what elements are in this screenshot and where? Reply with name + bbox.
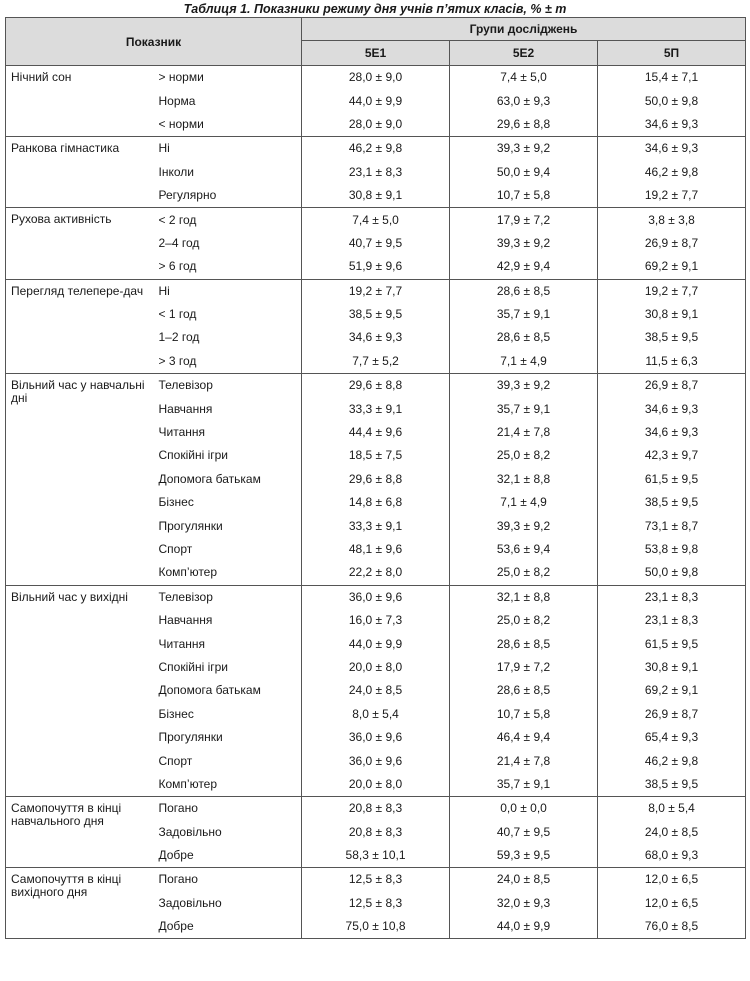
value-cell: 34,6 ± 9,3 xyxy=(302,326,450,349)
value-cell: 50,0 ± 9,4 xyxy=(450,161,598,184)
value-cell: 40,7 ± 9,5 xyxy=(302,232,450,255)
category-cell: Спорт xyxy=(154,538,302,561)
category-cell: Телевізор xyxy=(154,585,302,609)
value-cell: 19,2 ± 7,7 xyxy=(302,279,450,303)
value-cell: 53,8 ± 9,8 xyxy=(598,538,746,561)
value-cell: 36,0 ± 9,6 xyxy=(302,749,450,772)
value-cell: 38,5 ± 9,5 xyxy=(598,326,746,349)
value-cell: 44,0 ± 9,9 xyxy=(302,632,450,655)
value-cell: 24,0 ± 8,5 xyxy=(450,868,598,892)
value-cell: 33,3 ± 9,1 xyxy=(302,514,450,537)
value-cell: 10,7 ± 5,8 xyxy=(450,184,598,208)
value-cell: 61,5 ± 9,5 xyxy=(598,468,746,491)
value-cell: 44,4 ± 9,6 xyxy=(302,421,450,444)
value-cell: 32,1 ± 8,8 xyxy=(450,468,598,491)
value-cell: 28,6 ± 8,5 xyxy=(450,679,598,702)
category-cell: Допомога батькам xyxy=(154,679,302,702)
category-cell: Спорт xyxy=(154,749,302,772)
category-cell: Прогулянки xyxy=(154,726,302,749)
value-cell: 34,6 ± 9,3 xyxy=(598,137,746,161)
value-cell: 11,5 ± 6,3 xyxy=(598,350,746,374)
value-cell: 35,7 ± 9,1 xyxy=(450,397,598,420)
value-cell: 39,3 ± 9,2 xyxy=(450,232,598,255)
value-cell: 46,2 ± 9,8 xyxy=(598,161,746,184)
value-cell: 53,6 ± 9,4 xyxy=(450,538,598,561)
value-cell: 23,1 ± 8,3 xyxy=(598,609,746,632)
value-cell: 20,8 ± 8,3 xyxy=(302,797,450,821)
value-cell: 20,8 ± 8,3 xyxy=(302,821,450,844)
indicator-cell: Самопочуття в кінці навчального дня xyxy=(6,797,154,868)
table-header xyxy=(6,18,746,66)
value-cell: 50,0 ± 9,8 xyxy=(598,561,746,585)
category-cell: Норма xyxy=(154,89,302,112)
value-cell: 26,9 ± 8,7 xyxy=(598,232,746,255)
header-group-5e2: 5Е2 xyxy=(450,41,598,66)
category-cell: Читання xyxy=(154,421,302,444)
value-cell: 35,7 ± 9,1 xyxy=(450,303,598,326)
value-cell: 18,5 ± 7,5 xyxy=(302,444,450,467)
value-cell: 14,8 ± 6,8 xyxy=(302,491,450,514)
category-cell: > норми xyxy=(154,66,302,90)
value-cell: 23,1 ± 8,3 xyxy=(302,161,450,184)
value-cell: 39,3 ± 9,2 xyxy=(450,137,598,161)
category-cell: Задовільно xyxy=(154,892,302,915)
value-cell: 24,0 ± 8,5 xyxy=(598,821,746,844)
value-cell: 7,4 ± 5,0 xyxy=(302,208,450,232)
data-table xyxy=(5,17,746,939)
category-cell: Інколи xyxy=(154,161,302,184)
value-cell: 12,5 ± 8,3 xyxy=(302,892,450,915)
value-cell: 39,3 ± 9,2 xyxy=(450,514,598,537)
value-cell: 21,4 ± 7,8 xyxy=(450,421,598,444)
value-cell: 17,9 ± 7,2 xyxy=(450,656,598,679)
value-cell: 25,0 ± 8,2 xyxy=(450,444,598,467)
value-cell: 63,0 ± 9,3 xyxy=(450,89,598,112)
value-cell: 39,3 ± 9,2 xyxy=(450,374,598,398)
table-row xyxy=(6,585,746,609)
category-cell: Допомога батькам xyxy=(154,468,302,491)
category-cell: Регулярно xyxy=(154,184,302,208)
value-cell: 38,5 ± 9,5 xyxy=(598,773,746,797)
value-cell: 44,0 ± 9,9 xyxy=(302,89,450,112)
category-cell: Погано xyxy=(154,797,302,821)
value-cell: 42,3 ± 9,7 xyxy=(598,444,746,467)
value-cell: 23,1 ± 8,3 xyxy=(598,585,746,609)
value-cell: 38,5 ± 9,5 xyxy=(302,303,450,326)
table-row xyxy=(6,374,746,398)
value-cell: 26,9 ± 8,7 xyxy=(598,374,746,398)
category-cell: < норми xyxy=(154,113,302,137)
value-cell: 26,9 ± 8,7 xyxy=(598,703,746,726)
indicator-cell: Вільний час у вихідні xyxy=(6,585,154,797)
value-cell: 69,2 ± 9,1 xyxy=(598,679,746,702)
value-cell: 21,4 ± 7,8 xyxy=(450,749,598,772)
value-cell: 34,6 ± 9,3 xyxy=(598,397,746,420)
category-cell: Навчання xyxy=(154,609,302,632)
value-cell: 46,2 ± 9,8 xyxy=(598,749,746,772)
value-cell: 30,8 ± 9,1 xyxy=(302,184,450,208)
header-group-5e1: 5Е1 xyxy=(302,41,450,66)
category-cell: Спокійні ігри xyxy=(154,444,302,467)
value-cell: 28,6 ± 8,5 xyxy=(450,632,598,655)
indicator-cell: Вільний час у навчальні дні xyxy=(6,374,154,586)
category-cell: Комп’ютер xyxy=(154,561,302,585)
value-cell: 50,0 ± 9,8 xyxy=(598,89,746,112)
value-cell: 36,0 ± 9,6 xyxy=(302,585,450,609)
value-cell: 32,0 ± 9,3 xyxy=(450,892,598,915)
category-cell: Читання xyxy=(154,632,302,655)
value-cell: 38,5 ± 9,5 xyxy=(598,491,746,514)
category-cell: Добре xyxy=(154,915,302,939)
value-cell: 28,6 ± 8,5 xyxy=(450,279,598,303)
category-cell: Телевізор xyxy=(154,374,302,398)
indicator-cell: Перегляд телепере-дач xyxy=(6,279,154,374)
value-cell: 42,9 ± 9,4 xyxy=(450,255,598,279)
value-cell: 19,2 ± 7,7 xyxy=(598,279,746,303)
category-cell: > 6 год xyxy=(154,255,302,279)
value-cell: 15,4 ± 7,1 xyxy=(598,66,746,90)
value-cell: 7,7 ± 5,2 xyxy=(302,350,450,374)
value-cell: 7,1 ± 4,9 xyxy=(450,350,598,374)
value-cell: 29,6 ± 8,8 xyxy=(302,374,450,398)
value-cell: 22,2 ± 8,0 xyxy=(302,561,450,585)
value-cell: 20,0 ± 8,0 xyxy=(302,773,450,797)
value-cell: 3,8 ± 3,8 xyxy=(598,208,746,232)
indicator-cell: Самопочуття в кінці вихідного дня xyxy=(6,868,154,939)
category-cell: Комп’ютер xyxy=(154,773,302,797)
value-cell: 30,8 ± 9,1 xyxy=(598,303,746,326)
value-cell: 19,2 ± 7,7 xyxy=(598,184,746,208)
value-cell: 8,0 ± 5,4 xyxy=(302,703,450,726)
category-cell: 2–4 год xyxy=(154,232,302,255)
value-cell: 35,7 ± 9,1 xyxy=(450,773,598,797)
value-cell: 36,0 ± 9,6 xyxy=(302,726,450,749)
value-cell: 46,4 ± 9,4 xyxy=(450,726,598,749)
category-cell: Прогулянки xyxy=(154,514,302,537)
value-cell: 28,0 ± 9,0 xyxy=(302,66,450,90)
value-cell: 30,8 ± 9,1 xyxy=(598,656,746,679)
value-cell: 69,2 ± 9,1 xyxy=(598,255,746,279)
category-cell: Добре xyxy=(154,844,302,868)
table-row xyxy=(6,137,746,161)
value-cell: 32,1 ± 8,8 xyxy=(450,585,598,609)
value-cell: 51,9 ± 9,6 xyxy=(302,255,450,279)
value-cell: 29,6 ± 8,8 xyxy=(302,468,450,491)
table-row xyxy=(6,208,746,232)
indicator-cell: Нічний сон xyxy=(6,66,154,137)
indicator-cell: Рухова активність xyxy=(6,208,154,279)
category-cell: Ні xyxy=(154,137,302,161)
value-cell: 40,7 ± 9,5 xyxy=(450,821,598,844)
category-cell: Погано xyxy=(154,868,302,892)
category-cell: Спокійні ігри xyxy=(154,656,302,679)
value-cell: 12,5 ± 8,3 xyxy=(302,868,450,892)
value-cell: 8,0 ± 5,4 xyxy=(598,797,746,821)
indicator-cell: Ранкова гімнастика xyxy=(6,137,154,208)
value-cell: 20,0 ± 8,0 xyxy=(302,656,450,679)
value-cell: 7,4 ± 5,0 xyxy=(450,66,598,90)
value-cell: 25,0 ± 8,2 xyxy=(450,561,598,585)
value-cell: 34,6 ± 9,3 xyxy=(598,113,746,137)
header-group-5p: 5П xyxy=(598,41,746,66)
value-cell: 46,2 ± 9,8 xyxy=(302,137,450,161)
header-groups-title: Групи досліджень xyxy=(302,18,746,41)
value-cell: 34,6 ± 9,3 xyxy=(598,421,746,444)
value-cell: 16,0 ± 7,3 xyxy=(302,609,450,632)
value-cell: 12,0 ± 6,5 xyxy=(598,892,746,915)
value-cell: 28,0 ± 9,0 xyxy=(302,113,450,137)
table-body xyxy=(6,66,746,939)
table-row xyxy=(6,66,746,90)
value-cell: 25,0 ± 8,2 xyxy=(450,609,598,632)
value-cell: 44,0 ± 9,9 xyxy=(450,915,598,939)
value-cell: 68,0 ± 9,3 xyxy=(598,844,746,868)
value-cell: 33,3 ± 9,1 xyxy=(302,397,450,420)
value-cell: 24,0 ± 8,5 xyxy=(302,679,450,702)
value-cell: 29,6 ± 8,8 xyxy=(450,113,598,137)
value-cell: 48,1 ± 9,6 xyxy=(302,538,450,561)
value-cell: 17,9 ± 7,2 xyxy=(450,208,598,232)
category-cell: > 3 год xyxy=(154,350,302,374)
header-indicator: Показник xyxy=(6,18,302,66)
value-cell: 59,3 ± 9,5 xyxy=(450,844,598,868)
category-cell: Бізнес xyxy=(154,703,302,726)
table-row xyxy=(6,868,746,892)
value-cell: 73,1 ± 8,7 xyxy=(598,514,746,537)
value-cell: 12,0 ± 6,5 xyxy=(598,868,746,892)
category-cell: Задовільно xyxy=(154,821,302,844)
category-cell: < 2 год xyxy=(154,208,302,232)
value-cell: 75,0 ± 10,8 xyxy=(302,915,450,939)
category-cell: 1–2 год xyxy=(154,326,302,349)
category-cell: Ні xyxy=(154,279,302,303)
value-cell: 7,1 ± 4,9 xyxy=(450,491,598,514)
table-row xyxy=(6,279,746,303)
value-cell: 61,5 ± 9,5 xyxy=(598,632,746,655)
value-cell: 10,7 ± 5,8 xyxy=(450,703,598,726)
value-cell: 28,6 ± 8,5 xyxy=(450,326,598,349)
table-caption: Таблиця 1. Показники режиму дня учнів п’ятих класів, % ± m xyxy=(183,2,567,16)
value-cell: 58,3 ± 10,1 xyxy=(302,844,450,868)
value-cell: 0,0 ± 0,0 xyxy=(450,797,598,821)
value-cell: 65,4 ± 9,3 xyxy=(598,726,746,749)
value-cell: 76,0 ± 8,5 xyxy=(598,915,746,939)
category-cell: Бізнес xyxy=(154,491,302,514)
category-cell: Навчання xyxy=(154,397,302,420)
table-row xyxy=(6,797,746,821)
category-cell: < 1 год xyxy=(154,303,302,326)
